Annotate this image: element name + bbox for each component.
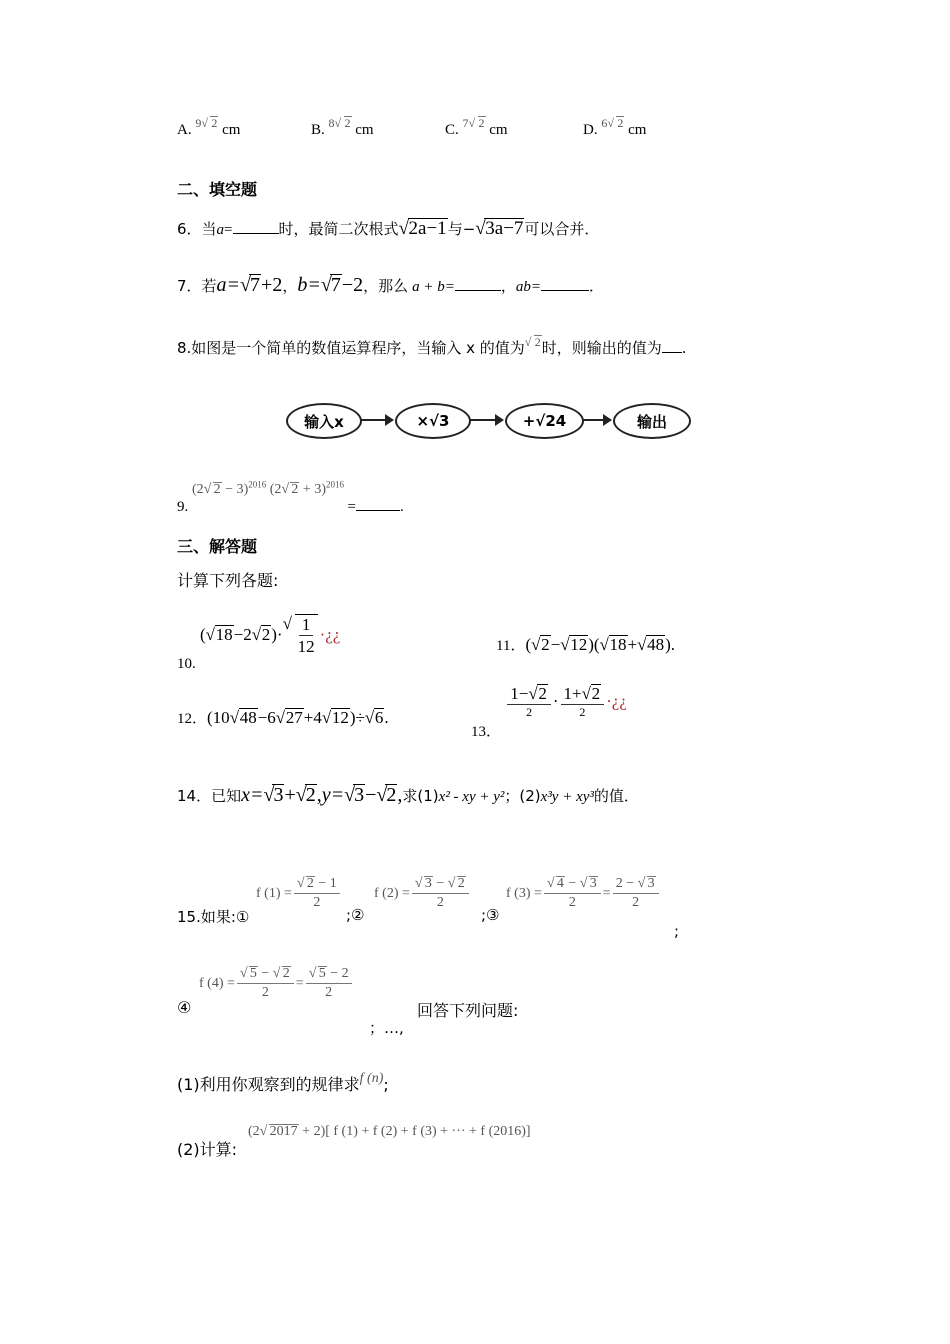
option-d-value: 6√ 2 bbox=[601, 116, 624, 130]
blank-q6[interactable] bbox=[233, 219, 279, 234]
formula-f2: f (2) = √ $\frac{3 - √ 2}{2}$ bbox=[374, 876, 471, 912]
question-8: 8.如图是一个简单的数值运算程序，当输入 x 的值为√ 2时，则输出的值为 . bbox=[177, 337, 687, 358]
question-7: 7．若a=√ 7+2，b=√ 7−2，那么 a + b= ，ab= ． bbox=[177, 274, 604, 297]
blank-q9[interactable] bbox=[356, 496, 400, 511]
blank-q7-sum[interactable] bbox=[455, 276, 501, 291]
flow-node-output: 输出 bbox=[613, 403, 691, 439]
formula-f4: f (4) = √ $\frac{5 - √ 2}{2}$ = √ $\frac{5 - 2}{2}$ bbox=[199, 966, 354, 1002]
part-1: (1)利用你观察到的规律求f (n); bbox=[177, 1071, 389, 1094]
option-b-value: 8√ 2 bbox=[329, 116, 352, 130]
question-6: 6．当a= 时，最简二次根式√ 2a−1与−√ 3a−7可以合并． bbox=[177, 218, 599, 240]
option-d: D. $^{6√ 2}$ cm bbox=[583, 122, 646, 139]
blank-q8[interactable] bbox=[662, 338, 682, 353]
question-12: 12．(10√ 48−6√ 27+4√ 12)÷√ 6. bbox=[177, 707, 389, 728]
q10-expression: (√ 18−2√ 2)· √ $\frac{1}{12}$ ·¿¿ bbox=[200, 625, 340, 644]
question-10: 10. (√ 18−2√ 2)· √ $\frac{1}{12}$ ·¿¿ bbox=[177, 600, 340, 644]
option-a: A. $^{9√ 2}$ cm bbox=[177, 122, 240, 139]
option-c-value: 7√ 2 bbox=[463, 116, 486, 130]
option-a-value: 9√ 2 bbox=[195, 116, 218, 130]
option-b: B. $^{8√ 2}$ cm bbox=[311, 122, 374, 139]
sep-1: ;② bbox=[346, 906, 365, 924]
flow-node-add: +√24 bbox=[505, 403, 584, 439]
formula-f1: f (1) = √ $\frac{2 - 1}{2}$ bbox=[256, 876, 342, 912]
part-2: (2)计算: bbox=[177, 1140, 238, 1159]
part-2-expression: (2√ 2017 + 2)[ f (1) + f (2) + f (3) + ··· + f (2016)] bbox=[248, 1124, 531, 1140]
flow-node-multiply: ×√3 bbox=[395, 403, 471, 439]
q9-expression: (2√ 2 − 3)$^{2016}$ (2√ 2 + 3)$^{2016}$ bbox=[192, 482, 348, 497]
sep-3: ; bbox=[674, 922, 680, 940]
question-13: 13． $\frac{1-√ 2}{2}$ · $\frac{1+√ 2}{2}$ ·¿¿ bbox=[471, 684, 627, 721]
circled-4: ④ bbox=[177, 998, 192, 1017]
instructions: 计算下列各题: bbox=[177, 571, 279, 590]
option-c: C. $^{7√ 2}$ cm bbox=[445, 122, 508, 139]
section-3-title: 三、解答题 bbox=[177, 537, 258, 556]
flow-arrow-3 bbox=[582, 419, 610, 421]
flow-node-input: 输入x bbox=[286, 403, 362, 439]
question-11: 11．(√ 2−√ 12)(√ 18+√ 48). bbox=[496, 634, 675, 655]
flow-arrow-1 bbox=[360, 419, 392, 421]
question-15-intro: 15.如果:① bbox=[177, 908, 250, 926]
formula-f3: f (3) = √ $\frac{4 - √ 3}{2}$ = $\frac{2 - √ 3}{2}$ bbox=[506, 876, 661, 912]
ellipsis: ；…, bbox=[369, 1019, 404, 1037]
section-2-title: 二、填空题 bbox=[177, 180, 258, 199]
answer-prompt: 回答下列问题: bbox=[417, 1001, 519, 1020]
sep-2: ;③ bbox=[481, 906, 500, 924]
blank-q7-product[interactable] bbox=[541, 276, 589, 291]
question-9: 9. (2√ 2 − 3)$^{2016}$ (2√ 2 + 3)$^{2016}$ = . bbox=[177, 478, 404, 498]
question-14: 14．已知x=√ 3+√ 2,y=√ 3−√ 2,求(1)x² - xy + y²；(2)x³y + xy³的值． bbox=[177, 784, 639, 807]
flow-arrow-2 bbox=[469, 419, 502, 421]
